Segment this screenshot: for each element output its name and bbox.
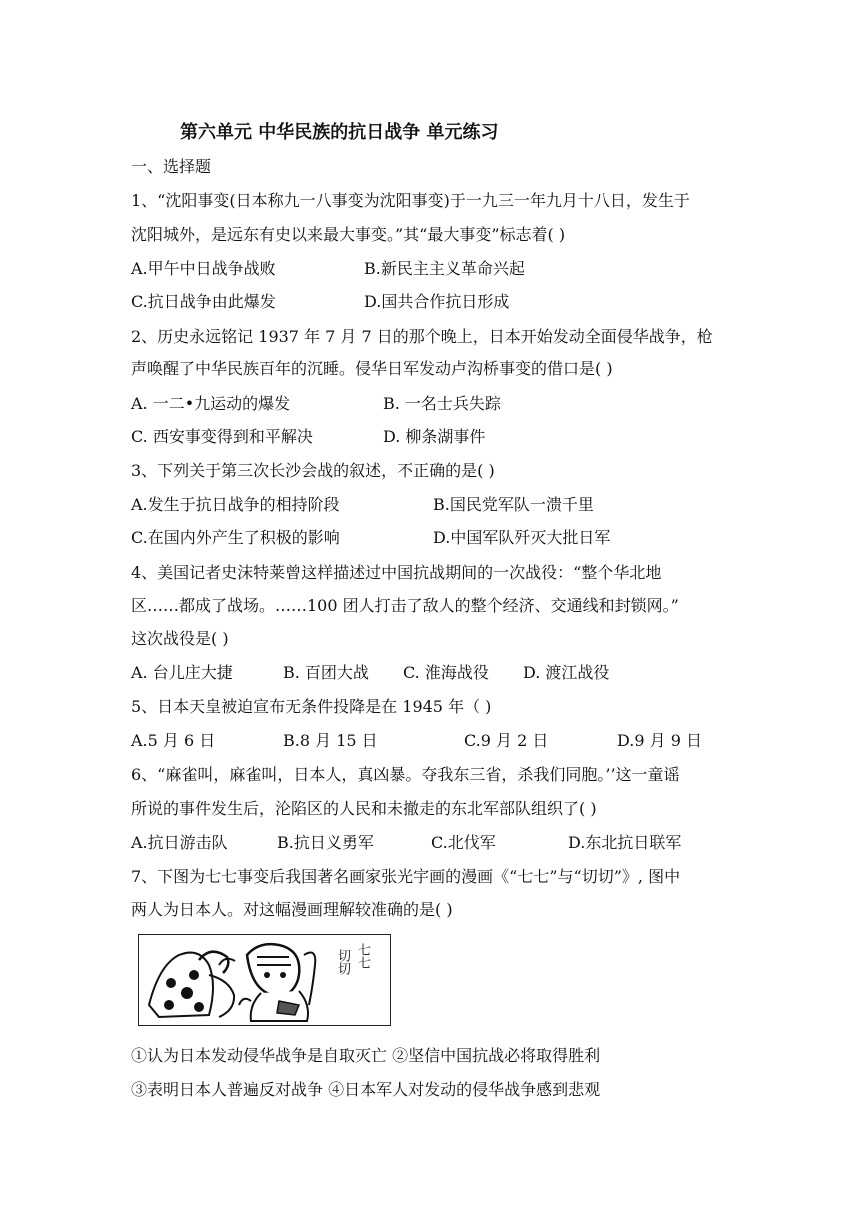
question-1-text: 1、“沈阳事变(日本称九一八事变为沈阳事变)于一九三一年九月十八日，发生于 [131,191,690,210]
q3-option-a: A.发生于抗日战争的相持阶段 [131,495,340,514]
question-2-text: 2、历史永远铭记 1937 年 7 月 7 日的那个晚上，日本开始发动全面侵华战争，枪 [131,327,713,346]
cartoon-caption-right: 七七 [355,943,370,969]
section-heading: 一、选择题 [131,157,212,176]
q6-option-a: A.抗日游击队 [131,833,228,852]
question-6-text: 6、“麻雀叫，麻雀叫，日本人，真凶暴。夺我东三省，杀我们同胞。’’这一童谣 [131,765,680,784]
q3-option-d: D.中国军队歼灭大批日军 [433,528,611,547]
q5-option-c: C.9 月 2 日 [464,731,549,750]
q1-option-c: C.抗日战争由此爆发 [131,292,276,311]
q7-statements-2: ③表明日本人普遍反对战争 ④日本军人对发动的侵华战争感到悲观 [131,1080,601,1099]
question-7-text-cont: 两人为日本人。对这幅漫画理解较准确的是( ) [131,900,453,919]
question-7-text: 7、下图为七七事变后我国著名画家张光宇画的漫画《“七七”与“切切”》, 图中 [131,867,681,886]
q5-option-d: D.9 月 9 日 [617,731,702,750]
question-2-text-cont: 声唤醒了中华民族百年的沉睡。侵华日军发动卢沟桥事变的借口是( ) [131,359,613,378]
question-6-text-cont: 所说的事件发生后，沦陷区的人民和未撤走的东北军部队组织了( ) [131,799,597,818]
q2-option-b: B. 一名士兵失踪 [383,394,501,413]
q4-option-a: A. 台儿庄大捷 [131,663,233,682]
q4-option-d: D. 渡江战役 [523,663,610,682]
question-4-text-cont: 区……都成了战场。……100 团人打击了敌人的整个经济、交通线和封锁网。” [131,596,679,615]
page-title: 第六单元 中华民族的抗日战争 单元练习 [180,122,499,143]
q5-option-a: A.5 月 6 日 [131,731,216,750]
q1-option-d: D.国共合作抗日形成 [364,292,510,311]
question-1-text-cont: 沈阳城外，是远东有史以来最大事变。”其“最大事变”标志着( ) [131,225,566,244]
question-4-text: 4、美国记者史沫特莱曾这样描述过中国抗战期间的一次战役：“整个华北地 [131,563,662,582]
q1-option-b: B.新民主主义革命兴起 [364,259,525,278]
question-5-text: 5、日本天皇被迫宣布无条件投降是在 1945 年（ ) [131,697,492,716]
q5-option-b: B.8 月 15 日 [283,731,378,750]
cartoon-drawing [139,935,389,1024]
q6-option-c: C.北伐军 [431,833,496,852]
q6-option-b: B.抗日义勇军 [277,833,374,852]
q7-statements-1: ①认为日本发动侵华战争是自取灭亡 ②坚信中国抗战必将取得胜利 [131,1046,601,1065]
cartoon-image [138,934,391,1026]
q3-option-b: B.国民党军队一溃千里 [433,495,594,514]
cartoon-caption-left: 切切 [335,949,350,975]
q4-option-b: B. 百团大战 [283,663,369,682]
q2-option-d: D. 柳条湖事件 [383,427,486,446]
q3-option-c: C.在国内外产生了积极的影响 [131,528,340,547]
q6-option-d: D.东北抗日联军 [568,833,682,852]
question-4-text-cont2: 这次战役是( ) [131,629,229,648]
q2-option-a: A. 一二•九运动的爆发 [131,394,291,413]
q4-option-c: C. 淮海战役 [403,663,489,682]
question-3-text: 3、下列关于第三次长沙会战的叙述，不正确的是( ) [131,461,495,480]
q2-option-c: C. 西安事变得到和平解决 [131,427,313,446]
q1-option-a: A.甲午中日战争战败 [131,259,276,278]
